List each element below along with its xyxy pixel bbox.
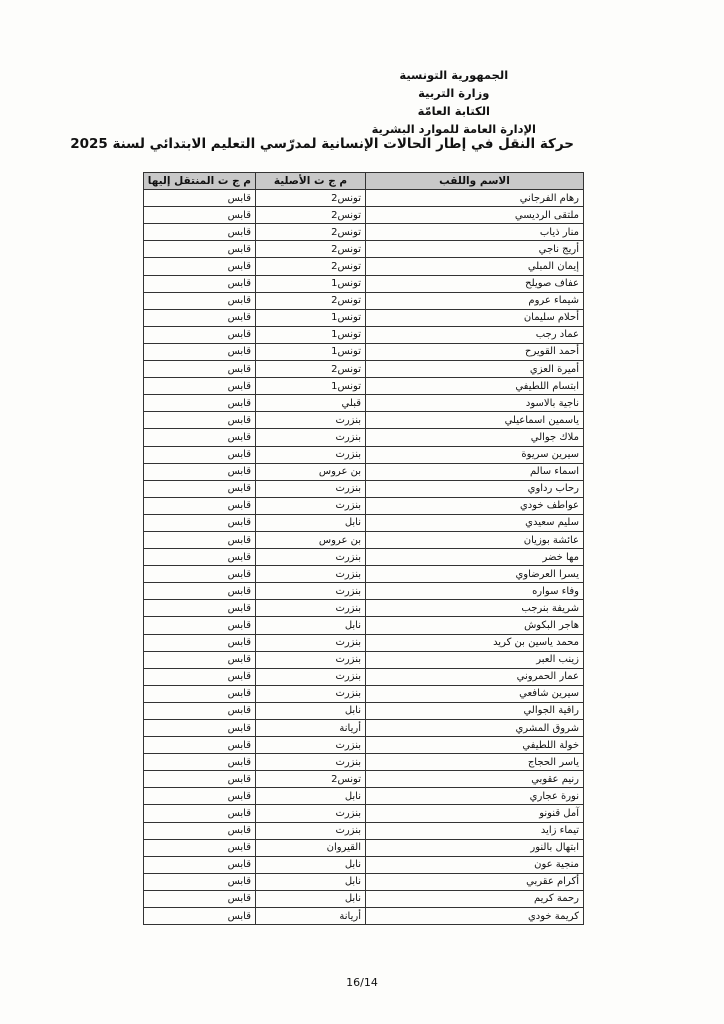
table-row — [144, 361, 584, 378]
cell-destination: قابس — [144, 651, 256, 668]
cell-destination: قابس — [144, 908, 256, 925]
cell-name: رنيم عقوبي — [366, 771, 584, 788]
cell-origin: تونس2 — [256, 771, 366, 788]
cell-origin: تونس2 — [256, 241, 366, 258]
cell-destination: قابس — [144, 326, 256, 343]
table-row — [144, 822, 584, 839]
hr-directorate-line: الإدارة العامة للموارد البشرية — [371, 122, 536, 136]
cell-origin: بنزرت — [256, 600, 366, 617]
cell-destination: قابس — [144, 890, 256, 907]
cell-origin: بنزرت — [256, 549, 366, 566]
cell-origin: تونس2 — [256, 292, 366, 309]
cell-origin: بن عروس — [256, 463, 366, 480]
cell-name: نورة عجاري — [366, 788, 584, 805]
cell-name: زينب العبر — [366, 651, 584, 668]
cell-origin: نابل — [256, 514, 366, 531]
table-row — [144, 856, 584, 873]
cell-name: عواطف خودي — [366, 497, 584, 514]
cell-destination: قابس — [144, 856, 256, 873]
cell-origin: بنزرت — [256, 634, 366, 651]
table-row — [144, 497, 584, 514]
header-origin: م ج ت الأصلية — [256, 173, 366, 190]
cell-name: اسماء سالم — [366, 463, 584, 480]
table-body — [144, 190, 584, 925]
table-row — [144, 224, 584, 241]
cell-origin: بنزرت — [256, 446, 366, 463]
table-row — [144, 890, 584, 907]
table-row — [144, 839, 584, 856]
table-row — [144, 309, 584, 326]
table-row — [144, 754, 584, 771]
cell-origin: بنزرت — [256, 566, 366, 583]
cell-name: رهام الفرجاني — [366, 190, 584, 207]
table-row — [144, 241, 584, 258]
cell-origin: تونس2 — [256, 190, 366, 207]
cell-origin: بن عروس — [256, 531, 366, 548]
cell-name: ياسمين اسماعيلي — [366, 412, 584, 429]
cell-destination: قابس — [144, 378, 256, 395]
table-row — [144, 463, 584, 480]
cell-name: ابتهال بالنور — [366, 839, 584, 856]
cell-origin: تونس1 — [256, 275, 366, 292]
table-row — [144, 720, 584, 737]
table-row — [144, 480, 584, 497]
cell-origin: بنزرت — [256, 497, 366, 514]
cell-destination: قابس — [144, 583, 256, 600]
cell-destination: قابس — [144, 839, 256, 856]
cell-name: ياسر الحجاج — [366, 754, 584, 771]
table-row — [144, 566, 584, 583]
cell-destination: قابس — [144, 258, 256, 275]
table-row — [144, 275, 584, 292]
cell-destination: قابس — [144, 873, 256, 890]
cell-destination: قابس — [144, 754, 256, 771]
table-row — [144, 514, 584, 531]
cell-name: أحمد القويرح — [366, 343, 584, 360]
cell-name: ابتسام اللطيفي — [366, 378, 584, 395]
cell-destination: قابس — [144, 805, 256, 822]
table-row — [144, 429, 584, 446]
table-row — [144, 908, 584, 925]
cell-origin: تونس2 — [256, 224, 366, 241]
cell-origin: بنزرت — [256, 429, 366, 446]
cell-name: مها خضر — [366, 549, 584, 566]
cell-name: سيرين سريوة — [366, 446, 584, 463]
cell-name: إيمان المبلي — [366, 258, 584, 275]
table-row — [144, 258, 584, 275]
cell-origin: نابل — [256, 873, 366, 890]
cell-origin: نابل — [256, 788, 366, 805]
cell-destination: قابس — [144, 497, 256, 514]
table-row — [144, 634, 584, 651]
cell-destination: قابس — [144, 549, 256, 566]
cell-name: شيماء عروم — [366, 292, 584, 309]
cell-name: هاجر البكوش — [366, 617, 584, 634]
cell-origin: بنزرت — [256, 822, 366, 839]
cell-destination: قابس — [144, 429, 256, 446]
cell-destination: قابس — [144, 480, 256, 497]
cell-destination: قابس — [144, 737, 256, 754]
cell-origin: تونس2 — [256, 207, 366, 224]
cell-name: آمل قنونو — [366, 805, 584, 822]
cell-origin: أريانة — [256, 720, 366, 737]
cell-name: أميرة العزي — [366, 361, 584, 378]
cell-destination: قابس — [144, 617, 256, 634]
cell-name: سيرين شافعي — [366, 685, 584, 702]
table-row — [144, 702, 584, 719]
cell-origin: تونس1 — [256, 343, 366, 360]
cell-origin: بنزرت — [256, 480, 366, 497]
cell-origin: بنزرت — [256, 651, 366, 668]
cell-name: يسرا العرضاوي — [366, 566, 584, 583]
cell-origin: بنزرت — [256, 412, 366, 429]
cell-origin: تونس1 — [256, 309, 366, 326]
cell-origin: نابل — [256, 890, 366, 907]
cell-name: شريفة بنرجب — [366, 600, 584, 617]
cell-name: خولة اللطيفي — [366, 737, 584, 754]
cell-destination: قابس — [144, 822, 256, 839]
cell-destination: قابس — [144, 720, 256, 737]
cell-name: أكرام عقربي — [366, 873, 584, 890]
cell-name: شروق المشري — [366, 720, 584, 737]
cell-name: وفاء سواره — [366, 583, 584, 600]
document-title: حركة النقل في إطار الحالات الإنسانية لمدرّسي التعليم الابتدائي لسنة 2025 — [70, 136, 574, 152]
cell-name: أحلام سليمان — [366, 309, 584, 326]
cell-name: ناجية بالاسود — [366, 395, 584, 412]
ministry-line: وزارة التربية — [418, 86, 490, 100]
cell-origin: بنزرت — [256, 583, 366, 600]
cell-destination: قابس — [144, 275, 256, 292]
table-row — [144, 378, 584, 395]
table-row — [144, 771, 584, 788]
cell-origin: تونس1 — [256, 378, 366, 395]
cell-origin: بنزرت — [256, 668, 366, 685]
cell-destination: قابس — [144, 395, 256, 412]
table-row — [144, 685, 584, 702]
table-row — [144, 600, 584, 617]
cell-origin: القيروان — [256, 839, 366, 856]
cell-destination: قابس — [144, 788, 256, 805]
secretariat-line: الكتابة العامّة — [417, 104, 490, 118]
cell-name: عمار الحمروني — [366, 668, 584, 685]
table-row — [144, 873, 584, 890]
table-row — [144, 343, 584, 360]
table-row — [144, 617, 584, 634]
cell-destination: قابس — [144, 566, 256, 583]
cell-origin: بنزرت — [256, 737, 366, 754]
header-name: الاسم واللقب — [366, 173, 584, 190]
cell-origin: أريانة — [256, 908, 366, 925]
cell-destination: قابس — [144, 241, 256, 258]
table-row — [144, 737, 584, 754]
cell-name: عفاف صويلح — [366, 275, 584, 292]
cell-origin: قبلي — [256, 395, 366, 412]
cell-name: تيماء زايد — [366, 822, 584, 839]
cell-name: عماد رجب — [366, 326, 584, 343]
cell-origin: بنزرت — [256, 685, 366, 702]
cell-name: سليم سعيدي — [366, 514, 584, 531]
cell-destination: قابس — [144, 190, 256, 207]
table-row — [144, 788, 584, 805]
cell-destination: قابس — [144, 634, 256, 651]
table-row — [144, 446, 584, 463]
cell-origin: نابل — [256, 617, 366, 634]
cell-name: رحاب رداوي — [366, 480, 584, 497]
cell-destination: قابس — [144, 361, 256, 378]
cell-origin: تونس2 — [256, 361, 366, 378]
table-row — [144, 395, 584, 412]
cell-destination: قابس — [144, 412, 256, 429]
cell-name: عائشة بوزيان — [366, 531, 584, 548]
cell-name: أريج ناجي — [366, 241, 584, 258]
table-header-row — [144, 173, 584, 190]
cell-destination: قابس — [144, 309, 256, 326]
republic-line: الجمهورية التونسية — [399, 68, 509, 82]
cell-origin: تونس2 — [256, 258, 366, 275]
cell-name: منجية عون — [366, 856, 584, 873]
cell-destination: قابس — [144, 446, 256, 463]
cell-origin: نابل — [256, 856, 366, 873]
cell-name: محمد ياسين بن كريد — [366, 634, 584, 651]
cell-destination: قابس — [144, 514, 256, 531]
cell-name: ملتقى الرديسي — [366, 207, 584, 224]
cell-name: راقية الجوالي — [366, 702, 584, 719]
cell-name: ملاك جوالي — [366, 429, 584, 446]
cell-destination: قابس — [144, 343, 256, 360]
table-row — [144, 651, 584, 668]
cell-name: كريمة خودي — [366, 908, 584, 925]
cell-destination: قابس — [144, 224, 256, 241]
table-row — [144, 190, 584, 207]
cell-destination: قابس — [144, 531, 256, 548]
cell-destination: قابس — [144, 463, 256, 480]
letterhead — [372, 66, 536, 138]
table-row — [144, 207, 584, 224]
table-row — [144, 583, 584, 600]
cell-origin: بنزرت — [256, 805, 366, 822]
cell-origin: بنزرت — [256, 754, 366, 771]
cell-destination: قابس — [144, 600, 256, 617]
page-number: 16/14 — [346, 976, 378, 989]
table-row — [144, 292, 584, 309]
header-destination: م ج ت المنتقل إليها — [144, 173, 256, 190]
table-row — [144, 412, 584, 429]
table-row — [144, 668, 584, 685]
cell-destination: قابس — [144, 702, 256, 719]
cell-destination: قابس — [144, 292, 256, 309]
cell-destination: قابس — [144, 771, 256, 788]
table-row — [144, 549, 584, 566]
table-row — [144, 531, 584, 548]
cell-origin: نابل — [256, 702, 366, 719]
transfer-table — [143, 172, 584, 925]
cell-destination: قابس — [144, 685, 256, 702]
cell-destination: قابس — [144, 207, 256, 224]
table-row — [144, 326, 584, 343]
cell-name: رحمة كريم — [366, 890, 584, 907]
cell-destination: قابس — [144, 668, 256, 685]
cell-origin: تونس1 — [256, 326, 366, 343]
table-row — [144, 805, 584, 822]
cell-name: منار ذياب — [366, 224, 584, 241]
